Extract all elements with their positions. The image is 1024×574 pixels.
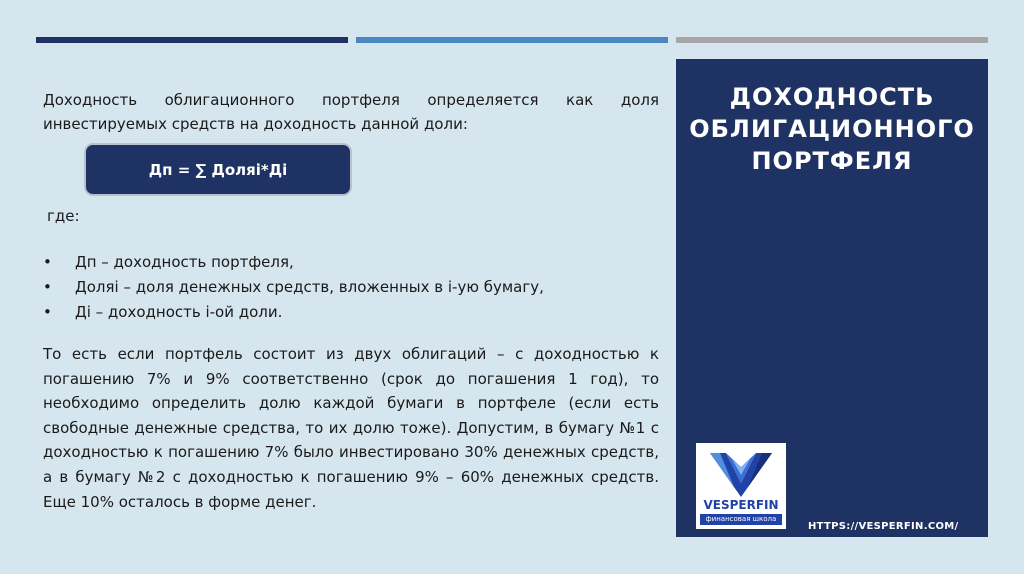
bullet-icon: • bbox=[43, 278, 52, 296]
definitions-list bbox=[43, 250, 544, 325]
slide-title-line: ОБЛИГАЦИОННОГО bbox=[689, 115, 975, 143]
bullet-icon: • bbox=[43, 303, 52, 321]
list-item-text: Дп – доходность портфеля, bbox=[75, 253, 294, 271]
logo-name: VESPERFIN bbox=[703, 498, 779, 512]
list-item-text: Доляі – доля денежных средств, вложенных в і-ую бумагу, bbox=[75, 278, 544, 296]
slide-title bbox=[676, 81, 988, 177]
formula-box bbox=[84, 143, 352, 196]
title-panel bbox=[676, 59, 988, 537]
intro-text: Доходность облигационного портфеля определяется как доля инвестируемых средств на доходность данной доли: bbox=[43, 91, 659, 133]
v-mark-icon bbox=[696, 443, 786, 499]
where-label: где: bbox=[47, 207, 80, 225]
slide-title-line: ДОХОДНОСТЬ bbox=[729, 83, 935, 111]
slide-title-line: ПОРТФЕЛЯ bbox=[751, 147, 913, 175]
list-item bbox=[43, 300, 544, 325]
list-item bbox=[43, 250, 544, 275]
top-accent-bar-navy bbox=[36, 37, 348, 43]
bullet-icon: • bbox=[43, 253, 52, 271]
example-paragraph: То есть если портфель состоит из двух облигаций – с доходностью к погашению 7% и 9% соответственно (срок до погашения 1 год), то необходимо определить долю каждой бумаги в портфеле (если есть свободные денежные средства, то их долю тоже). Допустим, в бумагу №1 с доходностью к погашению 7% было инвестировано 30% денежных средств, а в бумагу №2 с доходностью к погашению 9% – 60% денежных средств. Еще 10% осталось в форме денег. bbox=[43, 345, 659, 511]
website-url: HTTPS://VESPERFIN.COM/ bbox=[808, 521, 959, 532]
top-accent-bar-blue bbox=[356, 37, 668, 43]
list-item-text: Ді – доходность і-ой доли. bbox=[75, 303, 283, 321]
logo-tagline: финансовая школа bbox=[700, 514, 782, 525]
list-item bbox=[43, 275, 544, 300]
formula-text: Дп = ∑ Доляі*Ді bbox=[148, 160, 288, 179]
vesperfin-logo bbox=[696, 443, 786, 529]
top-accent-bar-gray bbox=[676, 37, 988, 43]
